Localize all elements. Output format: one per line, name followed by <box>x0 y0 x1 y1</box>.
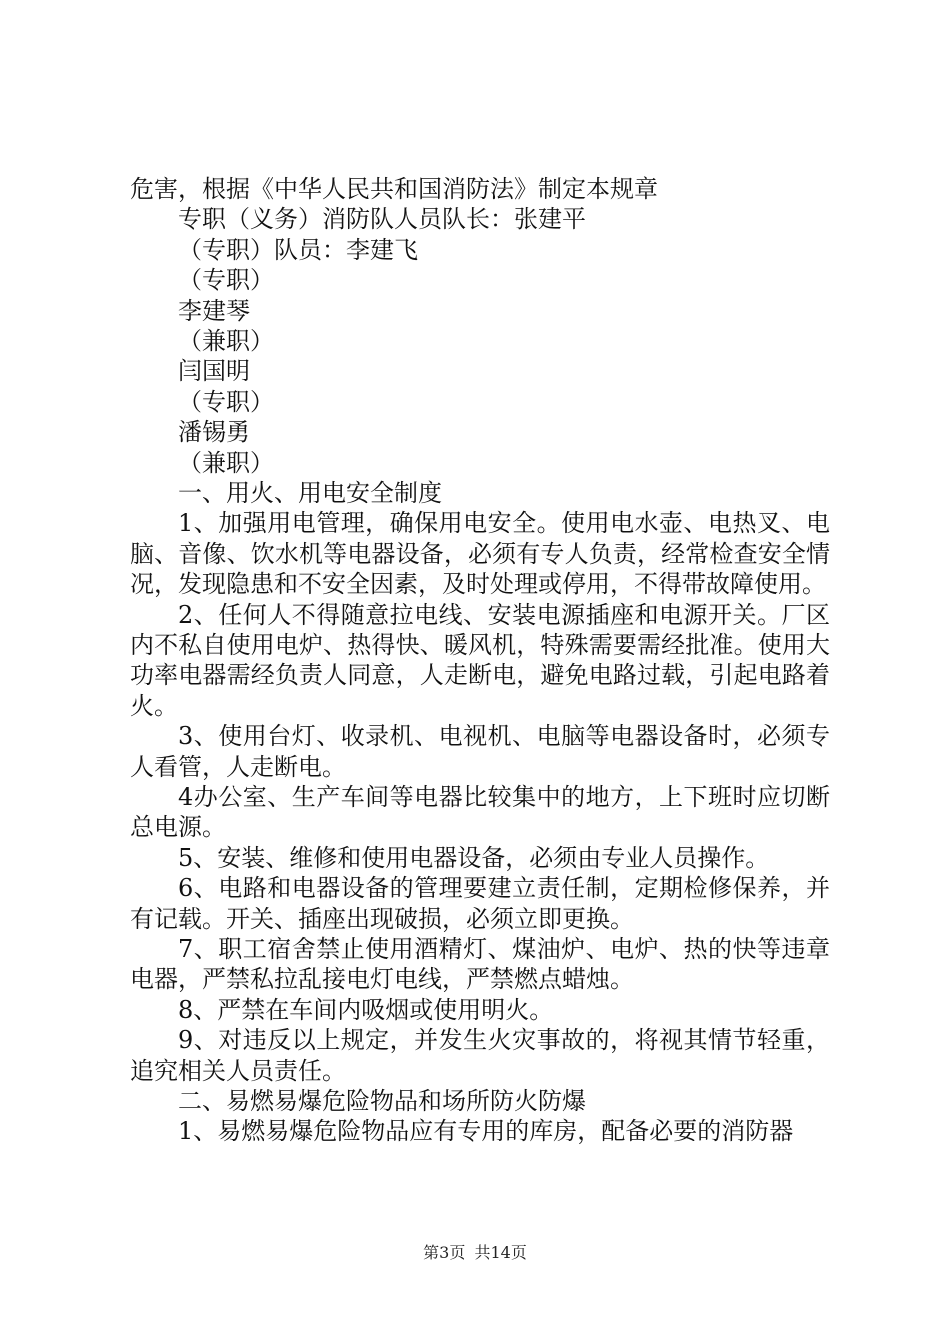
document-body <box>130 174 830 1147</box>
section-heading: 一、用火、用电安全制度 <box>178 478 442 507</box>
text-line: 李建琴 <box>178 296 250 325</box>
text-line: （兼职） <box>178 448 274 477</box>
paragraph: 9、对违反以上规定，并发生火灾事故的，将视其情节轻重，追究相关人员责任。 <box>130 1026 830 1085</box>
paragraph: 8、严禁在车间内吸烟或使用明火。 <box>178 995 554 1024</box>
paragraph: 4办公室、生产车间等电器比较集中的地方，上下班时应切断总电源。 <box>130 782 830 842</box>
text-line: （兼职） <box>178 326 274 355</box>
page-footer <box>0 1243 950 1263</box>
text-line: （专职） <box>178 387 274 416</box>
paragraph: 3、使用台灯、收录机、电视机、电脑等电器设备时，必须专人看管，人走断电。 <box>130 722 830 781</box>
paragraph: 5、安装、维修和使用电器设备，必须由专业人员操作。 <box>178 843 770 872</box>
text-line: 潘锡勇 <box>178 418 250 447</box>
paragraph: 6、电路和电器设备的管理要建立责任制，定期检修保养，并有记载。开关、插座出现破损，必须立即更换。 <box>130 874 830 933</box>
section-heading: 二、易燃易爆危险物品和场所防火防爆 <box>178 1087 586 1116</box>
paragraph: 2、任何人不得随意拉电线、安装电源插座和电源开关。厂区内不私自使用电炉、热得快、暖风机，特殊需要需经批准。使用大功率电器需经负责人同意，人走断电，避免电路过载，引起电路着火。 <box>130 600 830 720</box>
text-line: 危害，根据《中华人民共和国消防法》制定本规章 <box>130 175 658 203</box>
text-line: 专职（义务）消防队人员队长：张建平 <box>178 205 586 234</box>
text-line: （专职）队员：李建飞 <box>178 235 418 264</box>
text-line: （专职） <box>178 266 274 295</box>
page-number: 第3页 <box>423 1243 466 1262</box>
paragraph: 1、加强用电管理，确保用电安全。使用电水壶、电热叉、电脑、音像、饮水机等电器设备，必须有专人负责，经常检查安全情况，发现隐患和不安全因素，及时处理或停用，不得带故障使用。 <box>130 509 830 599</box>
page-total: 共14页 <box>474 1243 527 1262</box>
paragraph: 7、职工宿舍禁止使用酒精灯、煤油炉、电炉、热的快等违章电器，严禁私拉乱接电灯电线，严禁燃点蜡烛。 <box>130 934 830 994</box>
text-line: 1、易燃易爆危险物品应有专用的库房，配备必要的消防器 <box>178 1117 794 1146</box>
text-line: 闫国明 <box>178 357 250 386</box>
